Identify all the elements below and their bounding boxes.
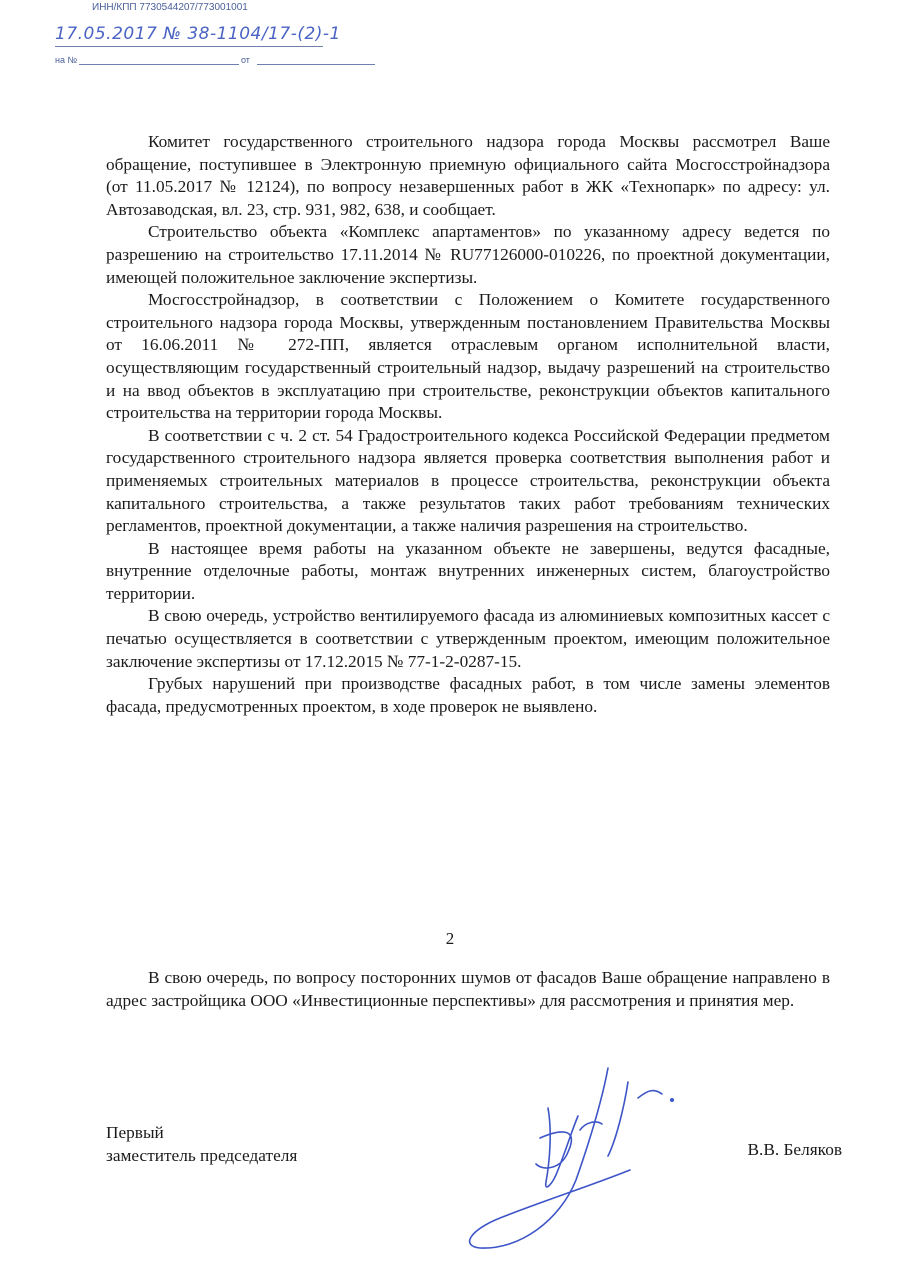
from-underline — [257, 64, 375, 65]
signatory-name: В.В. Беляков — [747, 1140, 842, 1159]
paragraph: В свою очередь, по вопросу посторонних шумов от фасадов Ваше обращение направлено в адрес застройщика ООО «Инвестиционные перспективы» для рассмотрения и принятия мер. — [106, 968, 830, 1010]
paragraph: В свою очередь, устройство вентилируемого фасада из алюминиевых композитных кассет с печатью осуществляется в соответствии с утвержденным проектом, имеющим положительное заключение экспертизы от 17.12.2015 № 77-1-2-0287-15. — [106, 606, 830, 671]
inn-kpp: ИНН/КПП 7730544207/773001001 — [92, 2, 248, 13]
registration-number: 17.05.2017 № 38-1104/17-(2)-1 — [55, 24, 341, 44]
signatory-title — [106, 1122, 297, 1167]
paragraph: Мосгосстройнадзор, в соответствии с Положением о Комитете государственного строительного надзора города Москвы, утвержденным постановлением Правительства Москвы от 16.06.2011 № 272-ПП, является отраслевым органом исполнительной власти, осуществляющим государственный строительный надзор, выдачу разрешений на строительство и на ввод объектов в эксплуатацию при строительстве, реконструкции объектов капитального строительства на территории города Москвы. — [106, 290, 830, 423]
handwritten-signature — [440, 1060, 700, 1260]
from-label: от — [241, 55, 250, 65]
letter-tail — [106, 967, 830, 1012]
ref-label: на № — [55, 55, 78, 65]
ref-underline — [79, 64, 239, 65]
paragraph: Грубых нарушений при производстве фасадных работ, в том числе замены элементов фасада, предусмотренных проектом, в ходе проверок не выявлено. — [106, 674, 830, 716]
paragraph: В соответствии с ч. 2 ст. 54 Градостроительного кодекса Российской Федерации предметом государственного строительного надзора является проверка соответствия выполнения работ и применяемых строительных материалов в процессе строительства, реконструкции объекта капитального строительства, а также результатов таких работ требованиям технических регламентов, проектной документации, а также наличия разрешения на строительство. — [106, 425, 830, 536]
signatory-title-line1: Первый — [106, 1123, 164, 1142]
registration-line — [55, 24, 341, 47]
paragraph: Комитет государственного строительного надзора города Москвы рассмотрел Ваше обращение, поступившее в Электронную приемную официального сайта Мосгосстройнадзора (от 11.05.2017 № 12124), по вопросу незавершенных работ в ЖК «Технопарк» по адресу: ул. Автозаводская, вл. 23, стр. 931, 982, 638, и сообщает. — [106, 132, 830, 219]
letterhead — [0, 0, 900, 80]
letter-body — [106, 131, 830, 718]
page-number: 2 — [445, 929, 455, 948]
paragraph: В настоящее время работы на указанном объекте не завершены, ведутся фасадные, внутренние отделочные работы, монтаж внутренних инженерных систем, благоустройство территории. — [106, 538, 830, 603]
signatory-title-line2: заместитель председателя — [106, 1145, 298, 1165]
paragraph: Строительство объекта «Комплекс апартаментов» по указанному адресу ведется по разрешению на строительство 17.11.2014 № RU77126000-010226, по проектной документации, имеющей положительное заключение экспертизы. — [106, 222, 830, 287]
